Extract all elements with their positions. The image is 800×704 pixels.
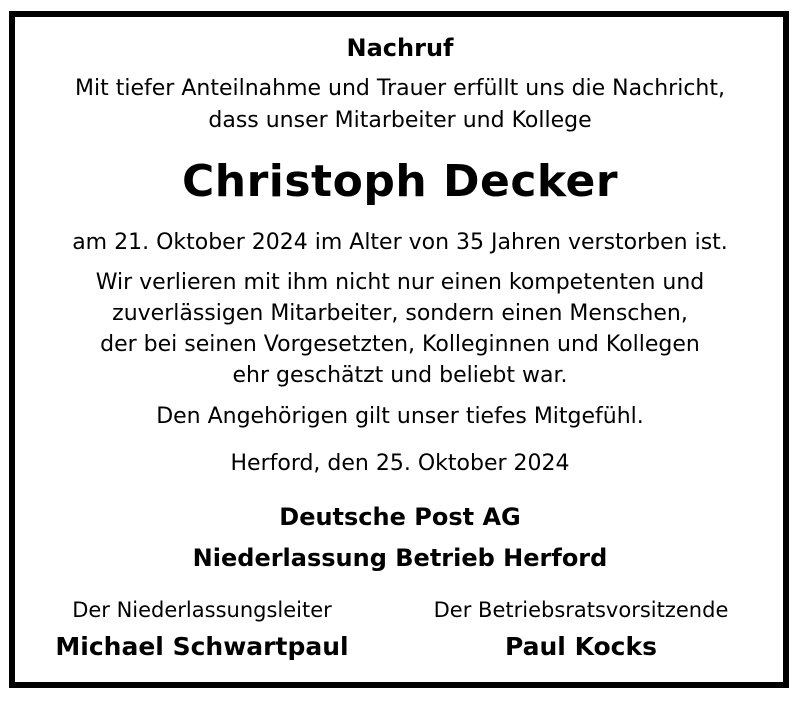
condolence-line: Den Angehörigen gilt unser tiefes Mitgefühl. [156, 404, 644, 429]
tribute-line-4: ehr geschätzt und beliebt war. [232, 363, 568, 388]
company-name: Deutsche Post AG [279, 503, 521, 531]
signatory-left-name: Michael Schwartpaul [55, 632, 349, 661]
branch-name: Niederlassung Betrieb Herford [192, 544, 608, 572]
tribute-line-1: Wir verlieren mit ihm nicht nur einen kompetenten und [95, 270, 705, 295]
notice-title: Nachruf [346, 34, 454, 62]
intro-line-1: Mit tiefer Anteilnahme und Trauer erfüllt uns die Nachricht, [75, 76, 725, 101]
signatory-right-name: Paul Kocks [504, 632, 658, 661]
place-date: Herford, den 25. Oktober 2024 [230, 451, 570, 476]
death-line: am 21. Oktober 2024 im Alter von 35 Jahren verstorben ist. [72, 230, 728, 255]
signatory-right-role: Der Betriebsratsvorsitzende [433, 598, 729, 622]
signatory-left-role: Der Niederlassungsleiter [72, 598, 332, 622]
tribute-line-2: zuverlässigen Mitarbeiter, sondern einen Menschen, [112, 301, 688, 326]
intro-line-2: dass unser Mitarbeiter und Kollege [208, 108, 592, 133]
tribute-line-3: der bei seinen Vorgesetzten, Kolleginnen und Kollegen [100, 332, 700, 357]
deceased-name: Christoph Decker [181, 156, 619, 207]
